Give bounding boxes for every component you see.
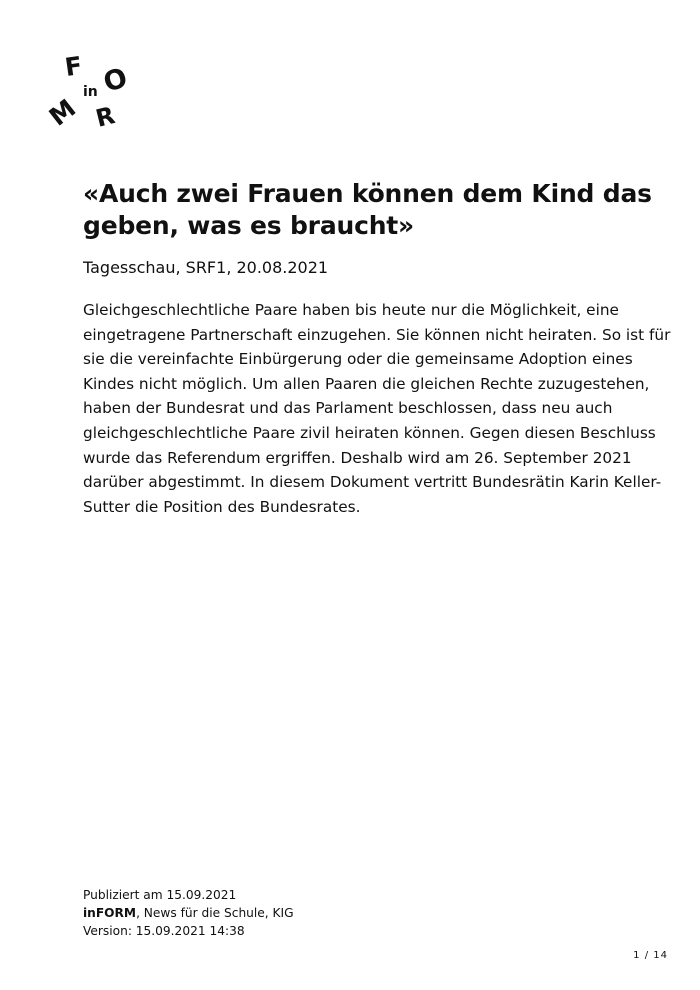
version-info: Version: 15.09.2021 14:38 xyxy=(83,924,245,938)
article-title: «Auch zwei Frauen können dem Kind das geben, was es braucht» xyxy=(83,179,652,240)
brand-suffix: , News für die Schule, KIG xyxy=(136,906,294,920)
publication-line xyxy=(83,904,294,922)
logo-letter-o: O xyxy=(99,62,132,99)
document-footer xyxy=(83,886,294,940)
brand-name: inFORM xyxy=(83,906,137,920)
logo-letter-f: F xyxy=(63,50,85,83)
logo-letter-in: in xyxy=(83,84,98,100)
logo-letter-m: M xyxy=(43,93,82,132)
logo-letter-r: R xyxy=(92,101,118,133)
inform-logo xyxy=(43,50,140,135)
article-source: Tagesschau, SRF1, 20.08.2021 xyxy=(83,258,329,277)
published-date: Publiziert am 15.09.2021 xyxy=(83,888,237,902)
page-indicator: 1 / 14 xyxy=(633,950,668,961)
article-body: Gleichgeschlechtliche Paare haben bis heute nur die Möglichkeit, eine eingetragene Partnerschaft einzugehen. Sie können nicht heiraten. So ist für sie die vereinfachte Einbürgerung oder die gemeinsame Adoption eines Kindes nicht möglich. Um allen Paaren die gleichen Rechte zuzugestehen, haben der Bundesrat und das Parlament beschlossen, dass neu auch gleichgeschlechtliche Paare zivil heiraten können. Gegen diesen Beschluss wurde das Referendum ergriffen. Deshalb wird am 26. September 2021 darüber abgestimmt. In diesem Dokument vertritt Bundesrätin Karin Keller-Sutter die Position des Bundesrates. xyxy=(83,301,671,516)
